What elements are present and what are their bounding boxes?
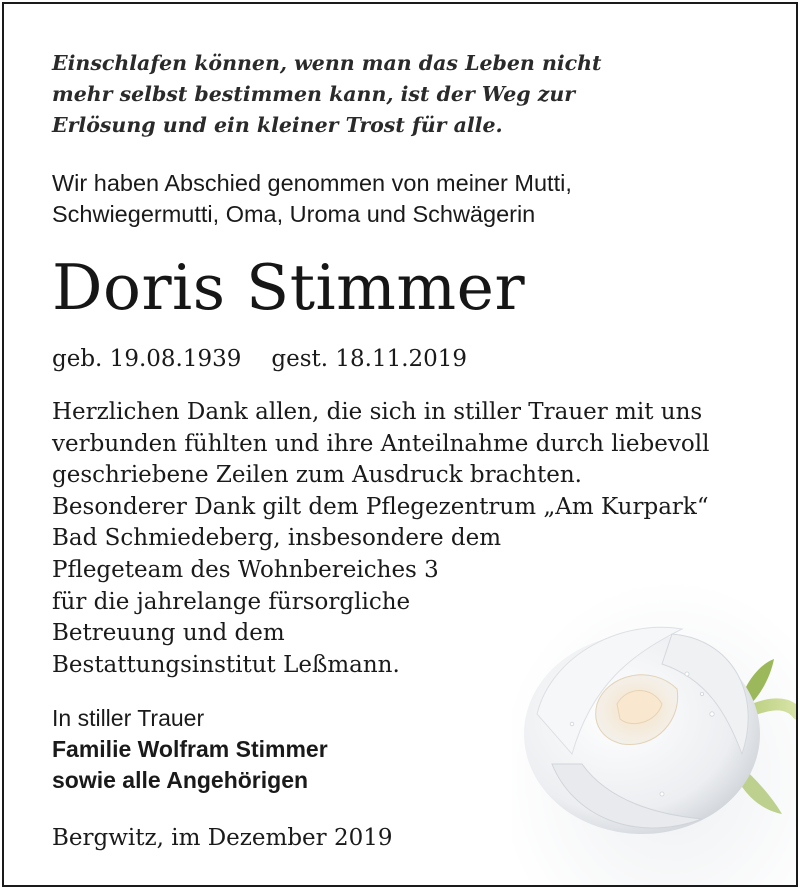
life-dates xyxy=(52,342,467,376)
thanks-line: Bad Schmiedeberg, insbesondere dem xyxy=(52,525,502,552)
thanks-line: Besonderer Dank gilt dem Pflegezentrum „Am Kurpark“ xyxy=(52,493,709,520)
epitaph-quote xyxy=(52,48,602,141)
birth-date: geb. 19.08.1939 xyxy=(52,346,242,372)
quote-line: mehr selbst bestimmen kann, ist der Weg zur xyxy=(52,82,576,106)
quote-line: Erlösung und ein kleiner Trost für alle. xyxy=(52,113,503,137)
death-date: gest. 18.11.2019 xyxy=(271,346,468,372)
thanks-line: für die jahrelange fürsorgliche xyxy=(52,588,411,615)
farewell-intro xyxy=(52,168,572,230)
thanks-line: geschriebene Zeilen zum Ausdruck brachten. xyxy=(52,462,582,489)
intro-line: Wir haben Abschied genommen von meiner Mutti, xyxy=(52,170,572,196)
thanks-line: Betreuung und dem xyxy=(52,620,285,647)
deceased-name: Doris Stimmer xyxy=(52,251,526,324)
thanks-line: Herzlichen Dank allen, die sich in stiller Trauer mit uns xyxy=(52,399,703,425)
obituary-notice xyxy=(2,2,798,887)
thanks-line: Pflegeteam des Wohnbereiches 3 xyxy=(52,556,439,583)
mourners-signature xyxy=(52,703,328,796)
thanks-line: verbunden fühlten und ihre Anteilnahme durch liebevoll xyxy=(52,430,710,457)
relatives-line: sowie alle Angehörigen xyxy=(52,767,309,793)
place-and-date: Bergwitz, im Dezember 2019 xyxy=(52,825,393,851)
closing-intro: In stiller Trauer xyxy=(52,705,205,731)
quote-line: Einschlafen können, wenn man das Leben nicht xyxy=(52,51,602,75)
family-name: Familie Wolfram Stimmer xyxy=(52,736,328,762)
thanks-text xyxy=(52,397,709,681)
intro-line: Schwiegermutti, Oma, Uroma und Schwägerin xyxy=(52,201,536,227)
thanks-line: Bestattungsinstitut Leßmann. xyxy=(52,651,400,678)
